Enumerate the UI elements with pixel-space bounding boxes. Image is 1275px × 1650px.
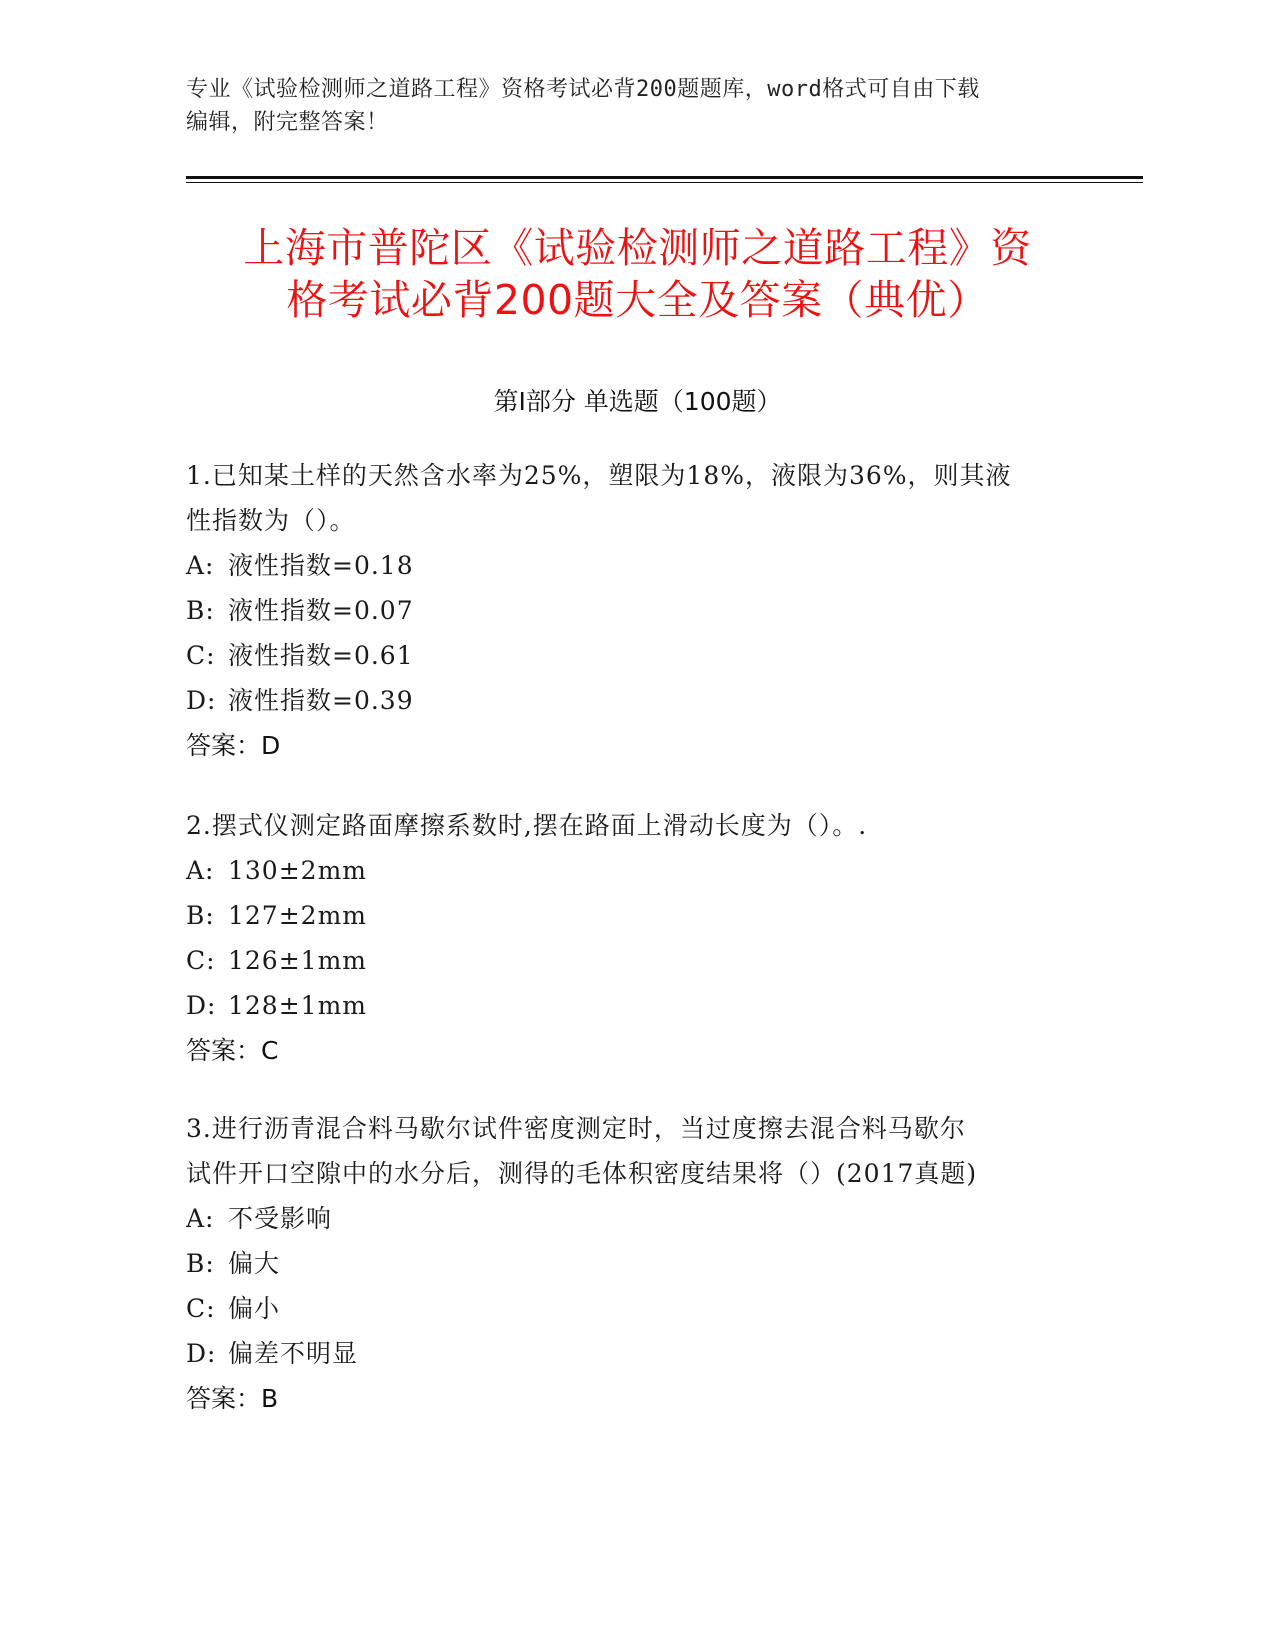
question-stem (186, 453, 1066, 543)
option-a (186, 543, 1066, 588)
question-3 (186, 1106, 1066, 1421)
question-stem-line: 试件开口空隙中的水分后，测得的毛体积密度结果将（）(2017真题) (186, 1159, 978, 1188)
question-2 (186, 803, 1066, 1073)
option-b (186, 1241, 1066, 1286)
option-c (186, 938, 1066, 983)
option-b (186, 893, 1066, 938)
header-note-line1: 专业《试验检测师之道路工程》资格考试必背200题题库，word格式可自由下载 (186, 77, 980, 102)
header-note (186, 73, 1086, 139)
option-d (186, 678, 1066, 723)
answer-label: 答案：B (186, 1384, 279, 1413)
option-text: 液性指数=0.07 (228, 596, 414, 625)
option-text: 不受影响 (228, 1204, 333, 1233)
header-note-line2: 编辑，附完整答案！ (186, 110, 389, 135)
option-letter: A: (186, 1204, 215, 1233)
option-c (186, 1286, 1066, 1331)
option-a (186, 1196, 1066, 1241)
option-text: 128±1mm (228, 991, 367, 1020)
document-title (186, 222, 1089, 326)
document-title-line1: 上海市普陀区《试验检测师之道路工程》资 (243, 224, 1032, 272)
option-text: 130±2mm (228, 856, 367, 885)
option-text: 偏差不明显 (228, 1339, 359, 1368)
option-b (186, 588, 1066, 633)
option-letter: B: (186, 596, 215, 625)
question-stem (186, 1106, 1066, 1196)
header-divider-thick (186, 176, 1143, 179)
option-text: 液性指数=0.18 (228, 551, 414, 580)
option-letter: C: (186, 1294, 216, 1323)
option-letter: D: (186, 991, 217, 1020)
section-title: 第Ⅰ部分 单选题（100题） (493, 387, 782, 416)
question-1 (186, 453, 1066, 768)
question-stem-line: 2.摆式仪测定路面摩擦系数时,摆在路面上滑动长度为（）。. (186, 811, 868, 840)
option-text: 液性指数=0.61 (228, 641, 414, 670)
document-title-line2: 格考试必背200题大全及答案（典优） (286, 276, 989, 324)
question-stem-line: 3.进行沥青混合料马歇尔试件密度测定时，当过度擦去混合料马歇尔 (186, 1114, 966, 1143)
option-d (186, 1331, 1066, 1376)
answer-label: 答案：D (186, 731, 281, 760)
option-text: 127±2mm (228, 901, 367, 930)
option-letter: B: (186, 1249, 215, 1278)
header-divider-thin (186, 182, 1143, 183)
option-d (186, 983, 1066, 1028)
option-text: 126±1mm (228, 946, 367, 975)
option-text: 偏大 (228, 1249, 281, 1278)
option-text: 偏小 (228, 1294, 281, 1323)
option-text: 液性指数=0.39 (228, 686, 414, 715)
option-c (186, 633, 1066, 678)
question-stem-line: 1.已知某土样的天然含水率为25%，塑限为18%，液限为36%，则其液 (186, 461, 1012, 490)
question-stem (186, 803, 1066, 848)
option-letter: D: (186, 686, 217, 715)
option-letter: C: (186, 641, 216, 670)
answer-label: 答案：C (186, 1036, 279, 1065)
option-letter: C: (186, 946, 216, 975)
option-letter: A: (186, 856, 215, 885)
option-letter: B: (186, 901, 215, 930)
question-stem-line: 性指数为（）。 (186, 506, 356, 535)
option-a (186, 848, 1066, 893)
option-letter: D: (186, 1339, 217, 1368)
option-letter: A: (186, 551, 215, 580)
